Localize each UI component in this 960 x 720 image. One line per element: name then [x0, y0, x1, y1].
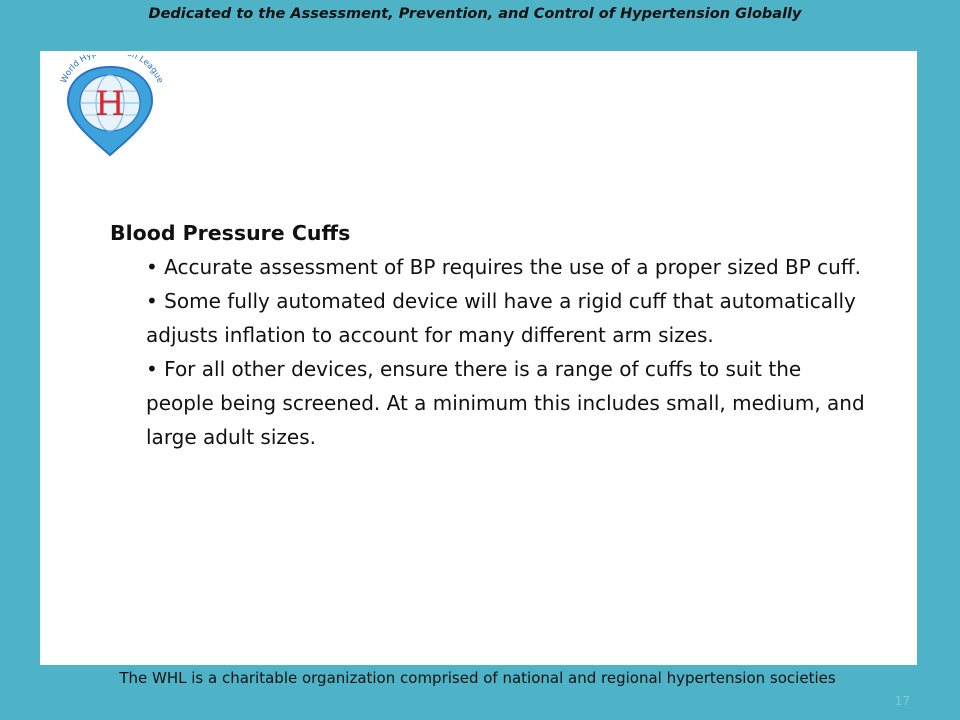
slide-panel [40, 51, 917, 665]
page-number: 17 [894, 694, 910, 708]
content-block [110, 216, 870, 454]
bullet-item: • Some fully automated device will have a rigid cuff that automatically adjusts inflation to account for many different arm sizes. [146, 289, 856, 347]
logo-letter: H [95, 84, 125, 124]
bullet-item: • For all other devices, ensure there is a range of cuffs to suit the people being screened. At a minimum this includes small, medium, and large adult sizes. [146, 357, 865, 449]
whl-logo [54, 55, 166, 159]
whl-logo-graphic [54, 55, 166, 159]
header-tagline: Dedicated to the Assessment, Prevention, and Control of Hypertension Globally [148, 6, 802, 22]
content-title: Blood Pressure Cuffs [110, 221, 351, 245]
bullet-item: • Accurate assessment of BP requires the use of a proper sized BP cuff. [146, 255, 861, 279]
footer-note: The WHL is a charitable organization comprised of national and regional hypertension societies [119, 669, 836, 687]
logo-arc-text: World Hy n League [59, 55, 165, 85]
